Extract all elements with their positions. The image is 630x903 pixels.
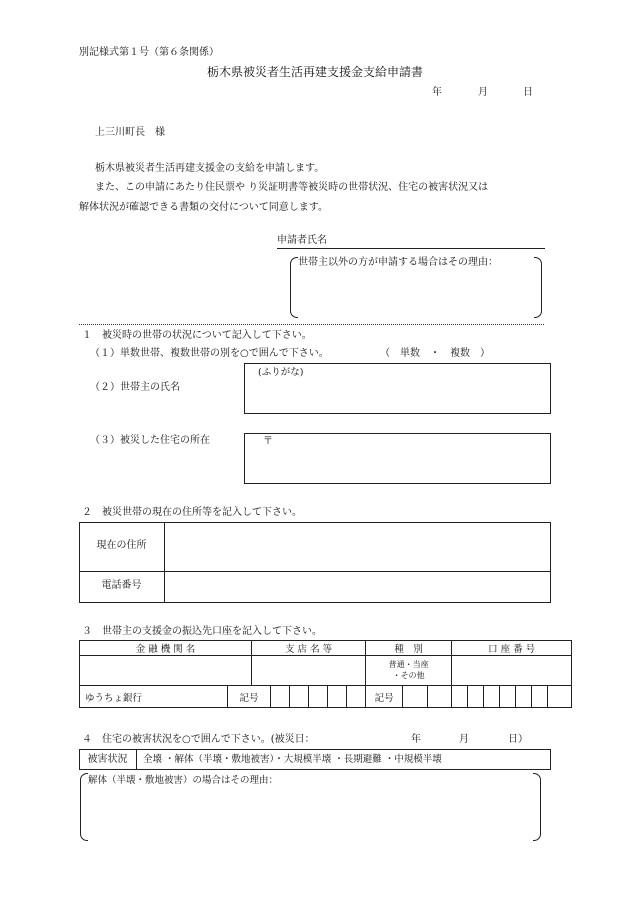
section2-heading: ２ 被災世帯の現在の住所等を記入して下さい。 (82, 507, 302, 518)
institution-header: 金 融 機 関 名 (80, 641, 252, 656)
yucho-number-label: 記号 (366, 686, 403, 708)
number-digit-box[interactable] (403, 686, 428, 708)
bank-account-table (79, 640, 572, 708)
yucho-label: ゆうちょ銀行 (80, 686, 228, 708)
number-digit-box[interactable] (532, 686, 548, 708)
current-address-label: 現在の住所 (96, 540, 147, 551)
number-digit-box[interactable] (468, 686, 484, 708)
symbol-digit-box[interactable] (290, 686, 309, 708)
addressee: 上三川町長 様 (95, 127, 165, 138)
section1-item2: （２）世帯主の氏名 (90, 382, 180, 393)
account-number-field[interactable] (452, 656, 572, 686)
section4-heading: ４ 住宅の被害状況を○で囲んで下さい。(被災日： (82, 734, 315, 745)
section1-heading: １ 被災時の世帯の状況について記入して下さい。 (82, 330, 312, 341)
applicant-name-label: 申請者氏名 (277, 235, 327, 246)
intro-line-1: 栃木県被災者生活再建支援金の支給を申請します。 (95, 163, 325, 174)
symbol-digit-box[interactable] (271, 686, 290, 708)
phone-number-field[interactable] (166, 573, 549, 601)
disaster-date-year: 年 (411, 734, 421, 745)
section1-item1: （１）単数世帯、複数世帯の別を○で囲んで下さい。 (90, 348, 329, 359)
account-type-options[interactable] (366, 656, 452, 686)
institution-field[interactable] (80, 656, 252, 686)
account-type-header: 種 別 (366, 641, 452, 656)
household-type-choices[interactable]: （ 単数 ・ 複数 ） (380, 348, 490, 359)
symbol-digit-box[interactable] (328, 686, 347, 708)
type-options-line-1: 普通・当座 (388, 660, 429, 670)
number-digit-box[interactable] (516, 686, 532, 708)
date-month-label: 月 (478, 87, 488, 98)
symbol-digit-box[interactable] (309, 686, 328, 708)
number-digit-box[interactable] (548, 686, 572, 708)
number-digit-box[interactable] (500, 686, 516, 708)
branch-header: 支 店 名 等 (252, 641, 366, 656)
number-digit-box[interactable] (452, 686, 468, 708)
intro-line-3: 解体状況が確認できる書類の交付について同意します。 (79, 202, 328, 213)
disaster-date-day: 日） (508, 734, 528, 745)
section1-item3: （３）被災した住宅の所在 (90, 435, 210, 446)
date-day-label: 日 (523, 87, 533, 98)
type-options-line-2: ・その他 (392, 670, 425, 680)
postal-mark: 〒 (263, 436, 273, 447)
intro-line-2: また、この申請にあたり住民票や り災証明書等被災時の世帯状況、住宅の被害状況又は (95, 182, 489, 193)
applicant-reason-label: 世帯主以外の方が申請する場合はその理由： (298, 257, 498, 268)
damage-status-label: 被害状況 (87, 754, 128, 765)
date-year-label: 年 (432, 87, 442, 98)
form-number: 別記様式第１号（第６条関係） (79, 47, 219, 58)
number-digit-box[interactable] (484, 686, 500, 708)
phone-number-label: 電話番号 (101, 580, 142, 591)
section3-heading: ３ 世帯主の支援金の振込先口座を記入して下さい。 (82, 626, 322, 637)
symbol-digit-box[interactable] (347, 686, 366, 708)
account-number-header: 口 座 番 号 (452, 641, 572, 656)
section-divider (79, 324, 544, 325)
damage-status-options[interactable]: 全壊 ・解体（半壊・敷地被害）・大規模半壊 ・長期避難 ・中規模半壊 (143, 754, 442, 765)
page-title: 栃木県被災者生活再建支援金支給申請書 (206, 65, 423, 79)
furigana-label: (ふりがな) (258, 367, 304, 378)
current-address-field[interactable] (166, 524, 549, 569)
disaster-date-month: 月 (459, 734, 469, 745)
disaster-address-box[interactable] (244, 433, 551, 484)
branch-field[interactable] (252, 656, 366, 686)
yucho-symbol-label: 記号 (228, 686, 271, 708)
demolition-reason-label: 解体（半壊・敷地被害）の場合はその理由： (88, 775, 279, 786)
number-digit-box[interactable] (428, 686, 452, 708)
applicant-name-line[interactable] (277, 248, 545, 249)
